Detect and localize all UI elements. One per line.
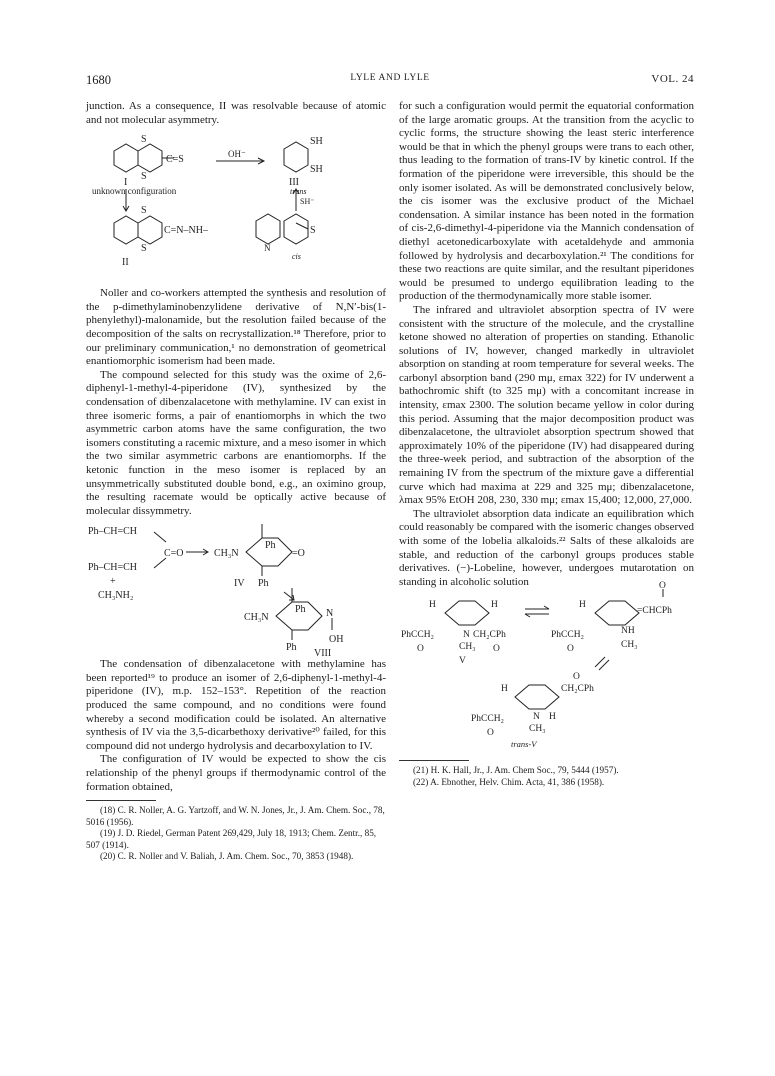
atom-o: O [487, 728, 494, 739]
group-cnnh: C=N–NH– [164, 225, 208, 237]
atom-o: O [493, 644, 500, 655]
scheme-piperidone-synthesis [86, 518, 386, 658]
group-ch3: CH₃ [459, 642, 476, 653]
page-header [86, 73, 694, 89]
piperidine-ring [515, 685, 559, 709]
plus-sign: + [110, 576, 116, 588]
paragraph: junction. As a consequence, II was resolvable because of atomic and not molecular asymmetry. [86, 100, 386, 126]
group-ph: Ph [295, 604, 306, 616]
atom-o: O [417, 644, 424, 655]
atom-s: S [141, 171, 147, 183]
group-sh: SH [310, 136, 323, 148]
atom-s: S [310, 225, 316, 237]
group-sh: SH [310, 164, 323, 176]
atom-n: N [463, 630, 470, 641]
label-v: V [459, 656, 466, 667]
atom-h: H [429, 600, 436, 611]
cyclohexane-ring [284, 142, 308, 172]
footnote: (18) C. R. Noller, A. G. Yartzoff, and W. N. Jones, Jr., J. Am. Chem. Soc., 78, 5016 (1956). [86, 805, 385, 827]
benzene-ring [114, 144, 138, 172]
atom-h: H [549, 712, 556, 723]
atom-n: N [533, 712, 540, 723]
footnote-rule [86, 800, 156, 801]
running-title: LYLE AND LYLE [350, 73, 430, 83]
scheme-3-drawing [399, 581, 694, 754]
group-cs: C=S [166, 154, 184, 166]
atom-n: N [326, 608, 334, 620]
scheme-dithiocarbonate [86, 127, 386, 287]
caption-iii: trans [290, 187, 307, 197]
group-co: C=O [164, 548, 184, 560]
group-ch2cph: CH₂CPh [473, 630, 506, 641]
group-ch3: CH₃ [621, 640, 638, 651]
formula-ph-ch: Ph–CH=CH [88, 562, 137, 574]
ring [138, 216, 162, 244]
label-iv: IV [234, 578, 245, 590]
reagent-oh: OH⁻ [228, 149, 246, 160]
reagent-sh: SH⁻ [300, 197, 315, 207]
paragraph: for such a configuration would permit the equatorial conformation of the large aromatic groups. At the transition from the acyclic to cyclic forms, the structure showing the least steric interference would be that in which the phenyl groups were trans to each other, thus leading to the formation of trans-IV by kinetic control. If the formation of the piperidone were irreversible, this should be the only isomer isolated. As will be demonstrated conclusively below, the cis isomer was the exclusive product of the Michael condensation. A similar instance has been noted in the formation of cis-2,6-dimethyl-4-piperidone via the Mannich condensation of diethyl acetonedicarboxylate with acetaldehyde and ammonia followed by hydrolysis and decarboxylation.²¹ The conditions for these two reactions are quite similar, and the resultant piperidones would be presumed to undergo equilibration leading to the production of the thermodynamically more stable isomer. [399, 100, 694, 303]
pyridine-ring [256, 214, 280, 244]
page-number: 1680 [86, 73, 111, 87]
paragraph: The compound selected for this study was the oxime of 2,6-diphenyl-1-methyl-4-piperidone (IV), synthesized by the condensation of dibenzalacetone with methylamine. IV can exist in three isomeric forms, a pair of enantiomorphs in which the two asymmetric carbon atoms have the same configuration, the two isomers constituting a racemic mixture, and a meso isomer in which the two similar asymmetric carbons are enantiomorphs. If the ketonic function in the meso isomer is replaced by an unsymmetrically substituted double bond, e.g., an oximino group, the resulting racemate would be optically active because of molecular dissymmetry. [86, 368, 386, 517]
group-phcch2: PhCCH₂ [471, 714, 504, 725]
paragraph: Noller and co-workers attempted the synthesis and resolution of the p-dimethylaminobenzylidene derivative of N,N′-bis(1-phenylethyl)-malonamide, but the resolution failed because of the decomposition of the salts on recrystallization.¹⁸ Therefore, prior to our preliminary communication,¹ no demonstration of geometrical enantiomorphic isomerism had been made. [86, 287, 386, 368]
atom-o: O [567, 644, 574, 655]
scheme-1-drawing [86, 127, 386, 287]
atom-h: H [491, 600, 498, 611]
footnote: (21) H. K. Hall, Jr., J. Am. Chem Soc., 79, 5444 (1957). [413, 765, 619, 776]
group-chcph: =CHCPh [637, 606, 672, 617]
scheme-2-drawing [86, 518, 386, 658]
atom-o: O [573, 672, 580, 683]
paragraph: The ultraviolet absorption data indicate an equilibration which could reasonably be compared with the isomeric changes observed with some of the lobelia alkaloids.²² Salts of these alkaloids are stable, and reduction of the carbonyl groups produces stable derivatives. (−)-Lobeline, however, undergoes mutarotation on standing in alcoholic solution [399, 507, 694, 588]
group-ch3n: CH₃N [244, 612, 269, 624]
benzene-ring [114, 216, 138, 244]
footnote-rule [399, 760, 469, 761]
left-column [86, 100, 386, 863]
atom-h: H [501, 684, 508, 695]
label-ii: II [122, 257, 129, 269]
group-ph: Ph [258, 578, 269, 590]
group-nh: NH [621, 626, 635, 637]
piperidine-ring [445, 601, 489, 625]
group-phcch2: PhCCH₂ [401, 630, 434, 641]
paragraph: The configuration of IV would be expected to show the cis relationship of the phenyl groups if thermodynamic control of the formation obtained, [86, 753, 386, 793]
label-iii: III [289, 177, 299, 189]
footnote: (19) J. D. Riedel, German Patent 269,429, July 18, 1913; Chem. Zentr., 85, 507 (1914). [86, 828, 377, 850]
atom-h: H [579, 600, 586, 611]
scheme-lobeline-equilibrium [399, 581, 694, 754]
paragraph: The infrared and ultraviolet absorption spectra of IV were consistent with the structure of the molecule, and the crystalline ketone showed no alteration of properties on standing. Ethanolic solutions of IV, however, changed markedly in ultraviolet absorption on standing at room temperature for several weeks. The carbonyl absorption band (290 mμ, εmax 322) for IV underwent a bathochromic shift (to 325 mμ) with a concomitant increase in intensity, εmax 2300. The solution became yellow in color during this period. Assuming that the major decomposition product was dibenzalacetone, the ultraviolet absorption spectrum showed that approximately 10% of the piperidone (IV) had disappeared during the three-week period, and subtraction of the absorption of the remaining IV from the spectrum of the mixture gave a differential curve which had maxima at 229 and 325 mμ; dibenzalacetone, λmax 95% EtOH 208, 230, 330 mμ; εmax 15,400; 12,000, 27,000. [399, 303, 694, 507]
ring [138, 144, 162, 172]
footnote: (22) A. Ebnother, Helv. Chim. Acta, 41, 386 (1958). [413, 776, 605, 787]
piperidine-ring [595, 601, 639, 625]
formula-ph-ch: Ph–CH=CH [88, 526, 137, 538]
cyclohexane-ring [284, 214, 308, 244]
volume-label: VOL. 24 [651, 73, 694, 85]
right-column [399, 100, 694, 788]
label-viii: VIII [314, 648, 332, 660]
group-ch3n: CH₃N [214, 548, 239, 560]
label-i: I [124, 177, 128, 189]
group-phcch2: PhCCH₂ [551, 630, 584, 641]
group-ph: Ph [286, 642, 297, 654]
atom-s: S [141, 243, 147, 255]
caption-cis: cis [292, 252, 301, 262]
atom-s: S [141, 134, 147, 146]
footnote: (20) C. R. Noller and V. Baliah, J. Am. Chem. Soc., 70, 3853 (1948). [100, 851, 354, 862]
formula-methylamine: CH₃NH₂ [98, 590, 134, 602]
group-ch3: CH₃ [529, 724, 546, 735]
group-oh: OH [329, 634, 344, 646]
paragraph: The condensation of dibenzalacetone with methylamine has been reported¹⁹ to produce an isomer of 2,6-diphenyl-1-methyl-4-piperidone (IV), m.p. 152–153°. Repetition of the reaction produced the same compound, and no conditions were found whereby a second modification could be isolated. An alternative synthesis of IV via the 3,5-dicarbethoxy derivative²⁰ failed, for this compound did not undergo hydrolysis and decarboxylation to IV. [86, 658, 386, 752]
atom-o: O [659, 581, 666, 592]
label-trans-v: trans-V [511, 739, 537, 750]
group-eq-o: =O [292, 548, 305, 560]
group-ch2cph: CH₂CPh [561, 684, 594, 695]
atom-n: N [264, 243, 271, 254]
caption-i: unknown configuration [92, 186, 177, 197]
group-ph: Ph [265, 540, 276, 552]
atom-s: S [141, 205, 147, 217]
